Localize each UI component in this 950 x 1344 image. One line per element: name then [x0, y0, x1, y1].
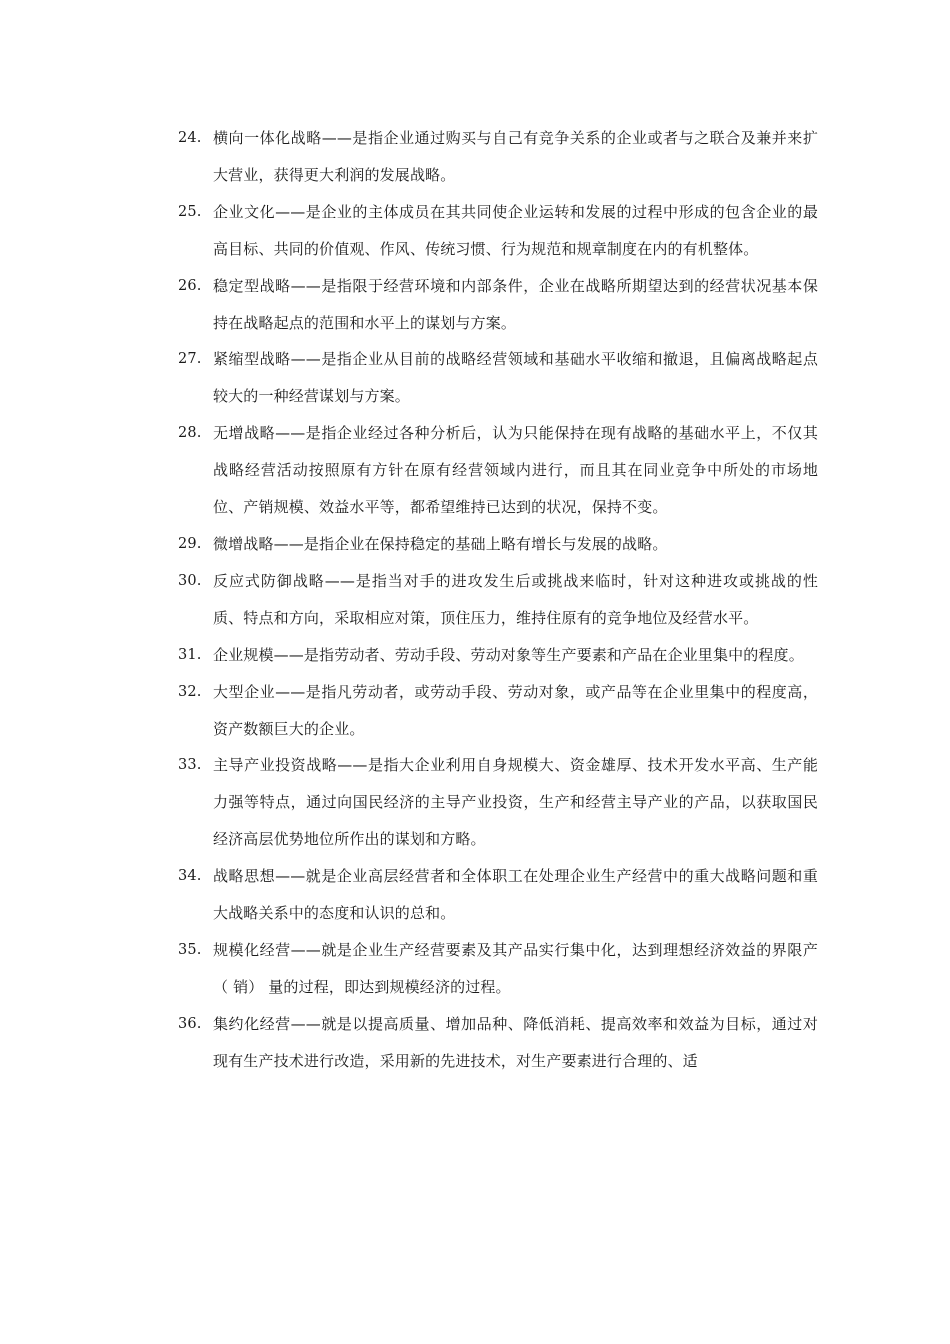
entry-text: 企业文化——是企业的主体成员在其共同使企业运转和发展的过程中形成的包含企业的最高目标、共同的价值观、作风、传统习惯、行为规范和规章制度在内的有机整体。 [213, 202, 818, 258]
entry-text: 集约化经营——就是以提高质量、增加品种、降低消耗、提高效率和效益为目标，通过对 现有生产技术进行改造，采用新的先进技术，对生产要素进行合理的、适 [213, 1014, 818, 1070]
entry-number: 33. [178, 757, 202, 774]
glossary-entry-33 [178, 747, 818, 858]
glossary-entry-25 [178, 194, 818, 268]
entry-number: 31. [178, 646, 202, 663]
entry-number: 35. [178, 941, 202, 958]
entry-number: 36. [178, 1015, 202, 1032]
entry-number: 30. [178, 572, 202, 589]
glossary-entry-28 [178, 415, 818, 526]
entry-text: 反应式防御战略——是指当对手的进攻发生后或挑战来临时，针对这种进攻或挑战的性质、特点和方向，采取相应对策，顶住压力，维持住原有的竞争地位及经营水平。 [213, 571, 818, 627]
entry-text: 无增战略——是指企业经过各种分析后，认为只能保持在现有战略的基础水平上，不仅其战略经营活动按照原有方针在原有经营领域内进行，而且其在同业竞争中所处的市场地位、产销规模、效益水平等，都希望维持已达到的状况，保持不变。 [213, 424, 818, 517]
glossary-entry-32 [178, 674, 818, 748]
glossary-entry-26 [178, 268, 818, 342]
glossary-entry-24 [178, 120, 818, 194]
entry-text: 规模化经营——就是企业生产经营要素及其产品实行集中化，达到理想经济效益的界限产（ 销） 量的过程，即达到规模经济的过程。 [213, 940, 818, 996]
glossary-entry-34 [178, 858, 818, 932]
glossary-entry-27 [178, 341, 818, 415]
glossary-entry-30 [178, 563, 818, 637]
glossary-entry-31 [178, 637, 818, 674]
entry-text: 紧缩型战略——是指企业从目前的战略经营领域和基础水平收缩和撤退，且偏离战略起点较大的一种经营谋划与方案。 [213, 350, 818, 406]
entry-number: 26. [178, 277, 202, 294]
entry-number: 29. [178, 535, 202, 552]
glossary-entry-36 [178, 1006, 818, 1080]
entry-number: 28. [178, 425, 202, 442]
entry-text: 稳定型战略——是指限于经营环境和内部条件，企业在战略所期望达到的经营状况基本保持在战略起点的范围和水平上的谋划与方案。 [213, 276, 818, 332]
entry-number: 25. [178, 203, 202, 220]
entry-number: 34. [178, 868, 202, 885]
entry-number: 27. [178, 351, 202, 368]
entry-text: 大型企业——是指凡劳动者，或劳动手段、劳动对象，或产品等在企业里集中的程度高，资产数额巨大的企业。 [213, 682, 818, 738]
entry-text: 微增战略——是指企业在保持稳定的基础上略有增长与发展的战略。 [213, 534, 668, 553]
entry-text: 企业规模——是指劳动者、劳动手段、劳动对象等生产要素和产品在企业里集中的程度。 [213, 645, 804, 664]
entry-number: 24. [178, 130, 202, 146]
entry-text: 主导产业投资战略——是指大企业利用自身规模大、资金雄厚、技术开发水平高、生产能力强等特点，通过向国民经济的主导产业投资，生产和经营主导产业的产品，以获取国民经济高层优势地位所作出的谋划和方略。 [213, 756, 818, 849]
glossary-entry-29 [178, 526, 818, 563]
entry-number: 32. [178, 683, 202, 700]
entry-text: 战略思想——就是企业高层经营者和全体职工在处理企业生产经营中的重大战略问题和重大战略关系中的态度和认识的总和。 [213, 867, 818, 923]
glossary-entry-35 [178, 932, 818, 1006]
entry-text: 横向一体化战略——是指企业通过购买与自己有竞争关系的企业或者与之联合及兼并来扩大营业，获得更大利润的发展战略。 [213, 129, 818, 184]
glossary-list [178, 120, 818, 1080]
